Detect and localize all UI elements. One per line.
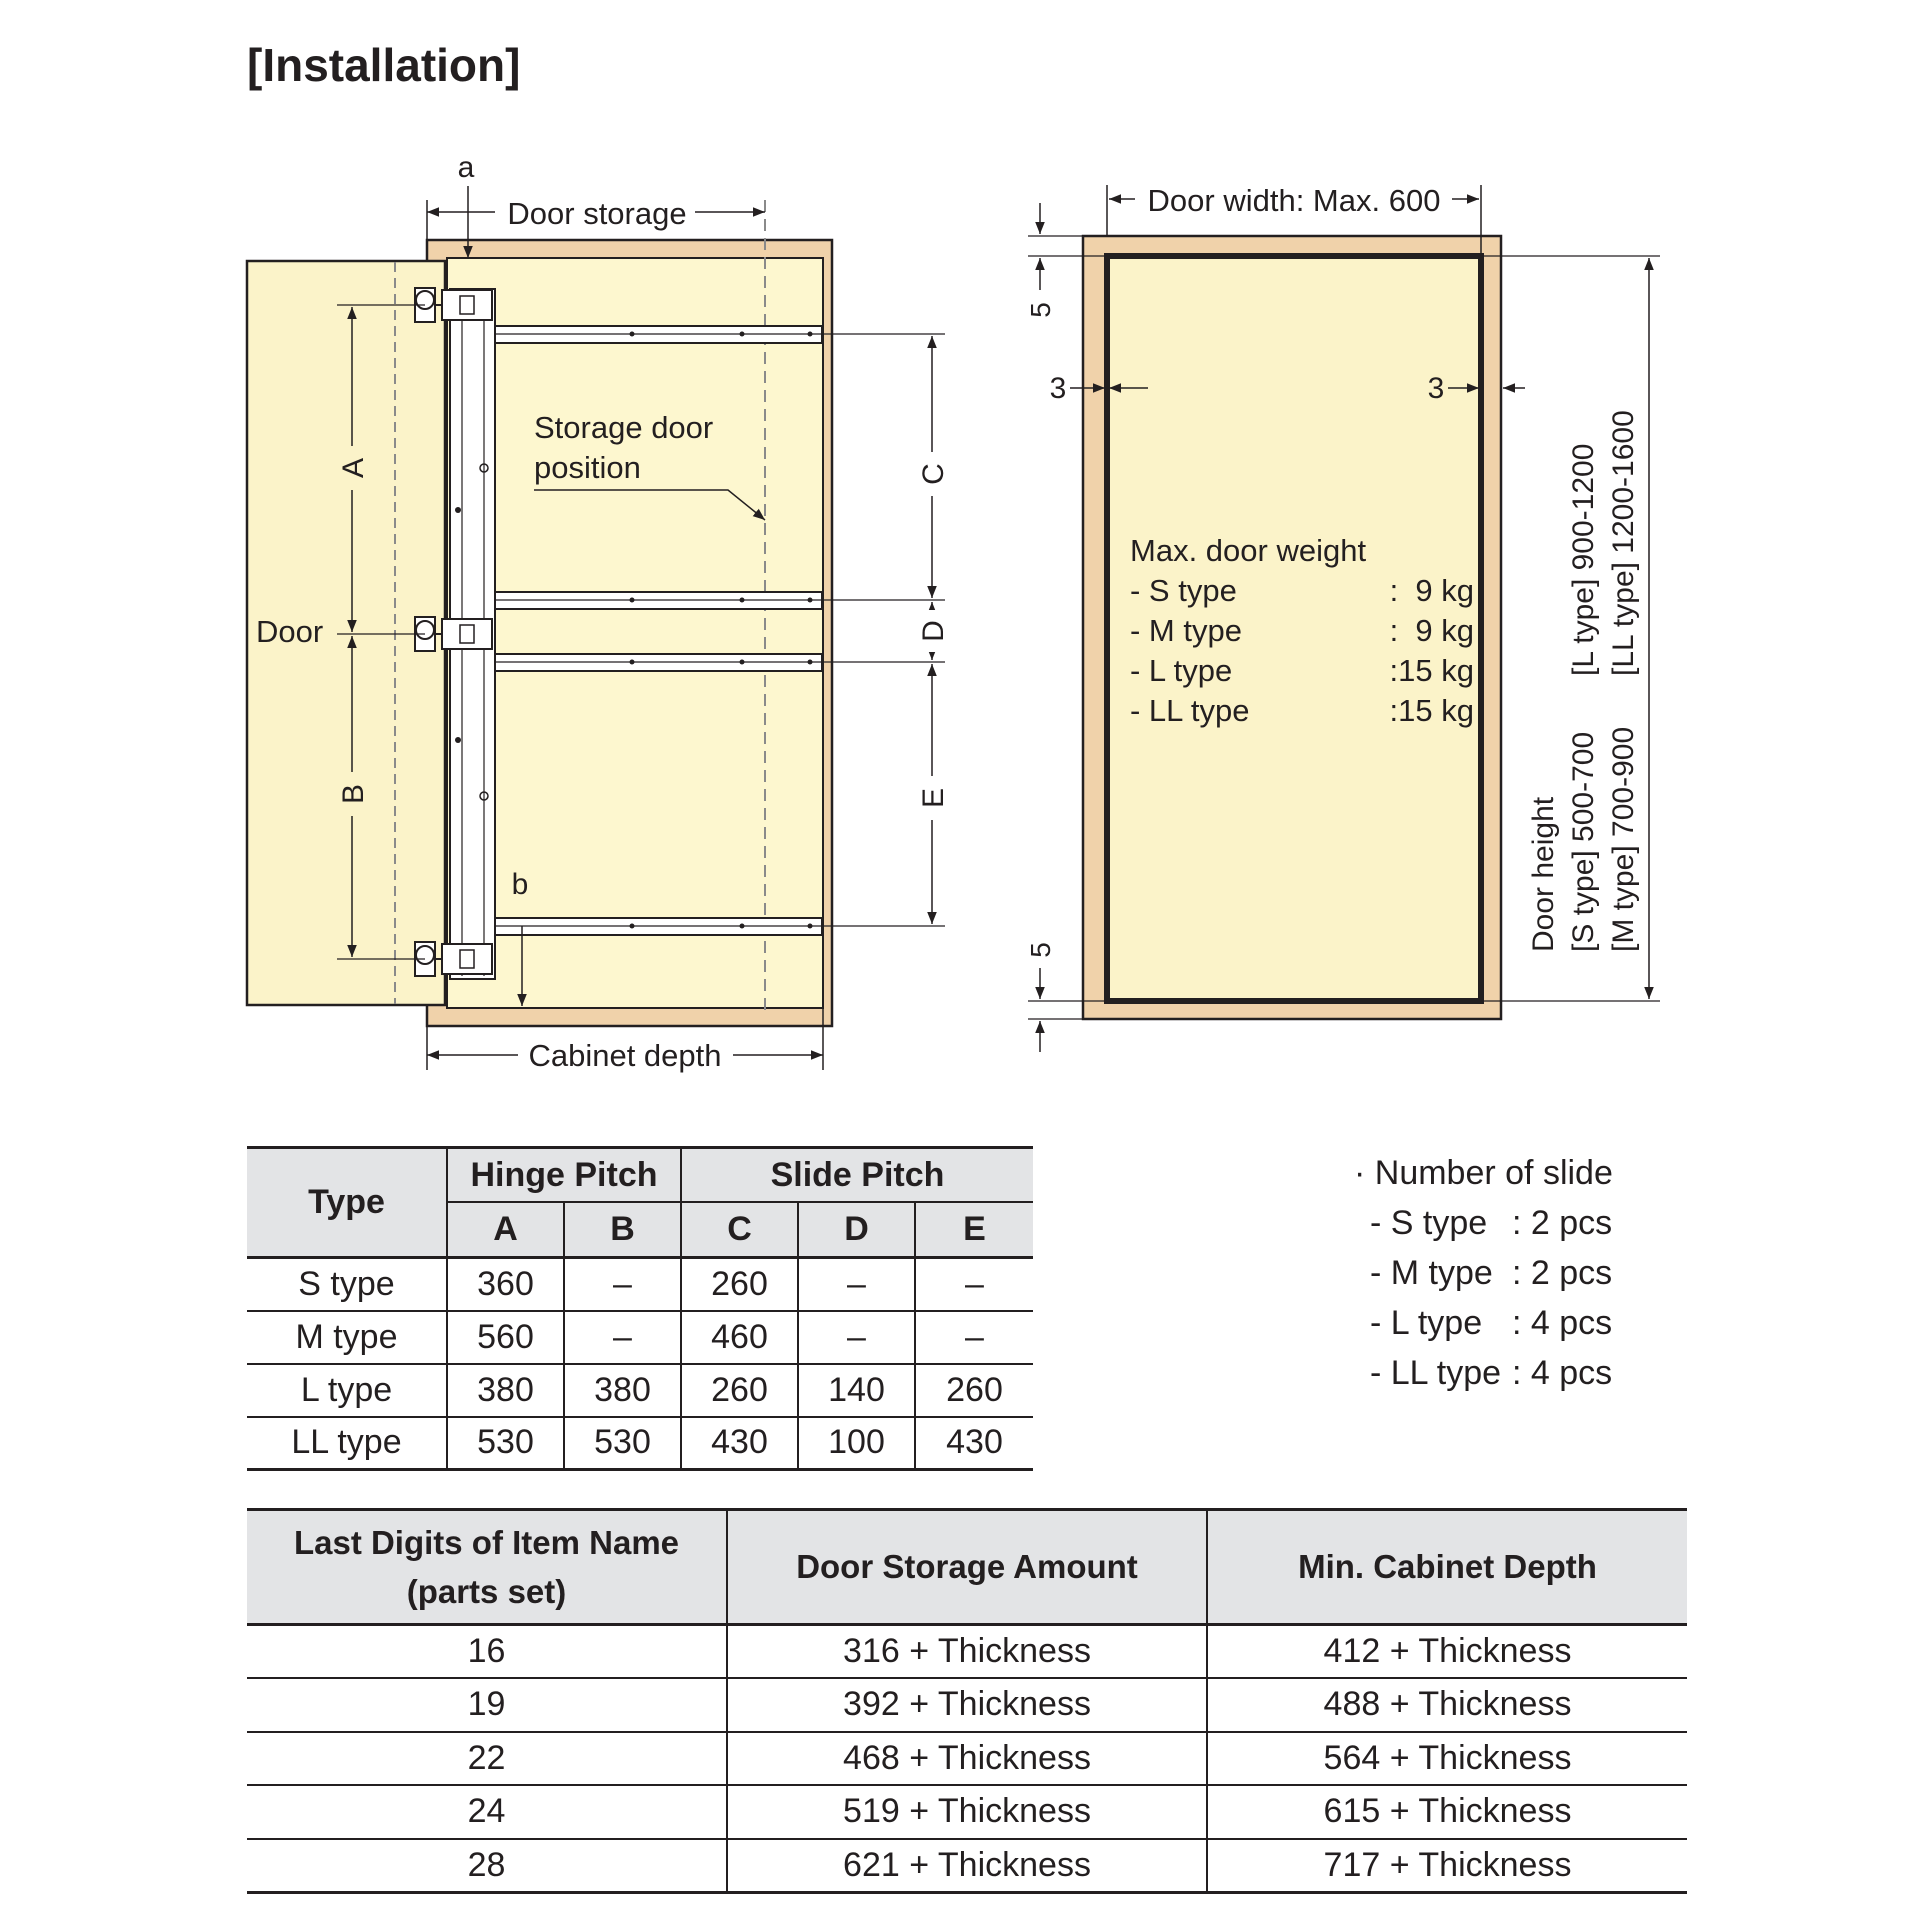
- storage-door-position-label-2: position: [534, 450, 641, 485]
- sub-header-b: B: [564, 1202, 681, 1258]
- cell-depth: 717 + Thickness: [1207, 1839, 1687, 1893]
- cell-digits: 16: [467, 1632, 506, 1670]
- weight-l-value: :15 kg: [1389, 653, 1474, 688]
- dim-a-label: a: [457, 151, 475, 184]
- dim-B-label: B: [337, 783, 370, 805]
- cell-e: 260: [915, 1364, 1033, 1417]
- cell-type: M type: [247, 1311, 447, 1364]
- sub-header-a: A: [447, 1202, 564, 1258]
- slide-value: : 2 pcs: [1512, 1254, 1613, 1292]
- door-storage-label: Door storage: [507, 196, 687, 231]
- cell-storage: 519 + Thickness: [727, 1785, 1207, 1839]
- cell-depth: 488 + Thickness: [1207, 1678, 1687, 1732]
- weight-ll-value: :15 kg: [1389, 693, 1474, 728]
- slide-type: - LL type: [1370, 1354, 1502, 1392]
- hinge-bottom: [415, 942, 492, 976]
- dim-C-label: C: [917, 463, 950, 485]
- cell-depth: 564 + Thickness: [1207, 1732, 1687, 1786]
- side-view: [247, 151, 950, 1073]
- cell-a: 560: [447, 1311, 564, 1364]
- gap-top-label: 5: [1025, 302, 1056, 318]
- weight-s-value: : 9 kg: [1389, 573, 1474, 608]
- table-row: [247, 1785, 1687, 1839]
- weight-s-type: - S type: [1130, 573, 1237, 608]
- weight-ll-type: - LL type: [1130, 693, 1250, 728]
- slide-count-title: · Number of slide: [1354, 1154, 1613, 1192]
- cell-depth: 412 + Thickness: [1207, 1625, 1687, 1679]
- item-name-header-line1: Last Digits of Item Name: [293, 1523, 680, 1561]
- cell-c: 260: [681, 1364, 798, 1417]
- front-view: [1025, 183, 1660, 1052]
- cell-d: –: [798, 1258, 915, 1311]
- height-m-label: [M type] 700-900: [1607, 726, 1640, 952]
- height-ll-label: [LL type] 1200-1600: [1607, 410, 1640, 676]
- door-width-label: Door width: Max. 600: [1147, 183, 1441, 218]
- height-s-label: [S type] 500-700: [1567, 731, 1600, 952]
- cell-digits: 19: [247, 1678, 727, 1732]
- table-row: [247, 1839, 1687, 1893]
- weight-l-type: - L type: [1130, 653, 1233, 688]
- cell-c: 260: [681, 1258, 798, 1311]
- sub-header-d: D: [798, 1202, 915, 1258]
- cell-e: –: [915, 1311, 1033, 1364]
- slide-4: [495, 918, 822, 935]
- slide-3: [495, 654, 822, 671]
- gap-bottom-label: 5: [1025, 942, 1056, 958]
- table-row: [247, 1311, 1033, 1364]
- height-l-label: [L type] 900-1200: [1567, 443, 1600, 676]
- cell-a: 360: [447, 1258, 564, 1311]
- cell-type: LL type: [247, 1417, 447, 1470]
- weight-title: Max. door weight: [1130, 533, 1367, 568]
- dim-D-label: D: [917, 620, 950, 642]
- cabinet-depth-header: Min. Cabinet Depth: [1207, 1510, 1687, 1625]
- hinge-top: [415, 288, 492, 322]
- slide-pitch-header: Slide Pitch: [681, 1148, 1033, 1203]
- item-name-header-line2: (parts set): [406, 1573, 567, 1610]
- sub-header-e: E: [915, 1202, 1033, 1258]
- slide-value: : 2 pcs: [1512, 1204, 1613, 1242]
- cell-storage: 316 + Thickness: [727, 1625, 1207, 1679]
- hinge-pitch-header: Hinge Pitch: [447, 1148, 681, 1203]
- sub-header-c: C: [681, 1202, 798, 1258]
- door-label: Door: [256, 614, 324, 649]
- table-row: [247, 1732, 1687, 1786]
- cell-storage: 468 + Thickness: [727, 1732, 1207, 1786]
- weight-m-type: - M type: [1130, 613, 1242, 648]
- slide-value: : 4 pcs: [1512, 1304, 1613, 1342]
- gap-right-label: 3: [1427, 372, 1445, 405]
- pitch-table: [247, 1146, 1033, 1471]
- cell-a: 380: [447, 1364, 564, 1417]
- slide-1: [495, 326, 822, 343]
- slide-type: - S type: [1370, 1204, 1488, 1242]
- cell-d: 140: [798, 1364, 915, 1417]
- cell-d: –: [798, 1311, 915, 1364]
- table-row: [247, 1258, 1033, 1311]
- cell-b: 530: [564, 1417, 681, 1470]
- weight-m-value: : 9 kg: [1389, 613, 1474, 648]
- table-row: [247, 1417, 1033, 1470]
- cell-digits: 28: [247, 1839, 727, 1893]
- cell-storage: 621 + Thickness: [727, 1839, 1207, 1893]
- slide-type: - M type: [1370, 1254, 1493, 1292]
- cell-e: 430: [915, 1417, 1033, 1470]
- dim-A-label: A: [337, 457, 370, 479]
- cell-c: 430: [681, 1417, 798, 1470]
- storage-table: [247, 1508, 1687, 1894]
- cell-type: L type: [247, 1364, 447, 1417]
- slide-2: [495, 592, 822, 609]
- cabinet-interior: [447, 258, 823, 1008]
- cell-c: 460: [681, 1311, 798, 1364]
- cell-type: S type: [298, 1264, 395, 1303]
- storage-amount-header: Door Storage Amount: [727, 1510, 1207, 1625]
- cell-storage: 392 + Thickness: [727, 1678, 1207, 1732]
- door-height-label: Door height: [1527, 796, 1560, 952]
- cabinet-depth-label: Cabinet depth: [528, 1038, 722, 1073]
- table-row: [247, 1625, 1687, 1679]
- cell-e: –: [915, 1258, 1033, 1311]
- cell-digits: 24: [247, 1785, 727, 1839]
- table-row: [247, 1678, 1687, 1732]
- cell-b: –: [564, 1258, 681, 1311]
- cell-digits: 22: [247, 1732, 727, 1786]
- cell-b: 380: [564, 1364, 681, 1417]
- storage-door-position-label-1: Storage door: [534, 410, 714, 445]
- cell-a: 530: [447, 1417, 564, 1470]
- slide-type: - L type: [1370, 1304, 1483, 1342]
- gap-left-label: 3: [1049, 372, 1067, 405]
- slide-value: : 4 pcs: [1512, 1354, 1613, 1392]
- dim-b-label: b: [511, 868, 529, 901]
- type-header: Type: [247, 1148, 447, 1258]
- item-name-header: [247, 1510, 727, 1625]
- table-row: [247, 1364, 1033, 1417]
- page-title: [Installation]: [247, 39, 521, 91]
- cell-b: –: [564, 1311, 681, 1364]
- cell-d: 100: [798, 1417, 915, 1470]
- hinge-middle: [415, 617, 492, 651]
- dim-E-label: E: [917, 787, 950, 809]
- cell-depth: 615 + Thickness: [1207, 1785, 1687, 1839]
